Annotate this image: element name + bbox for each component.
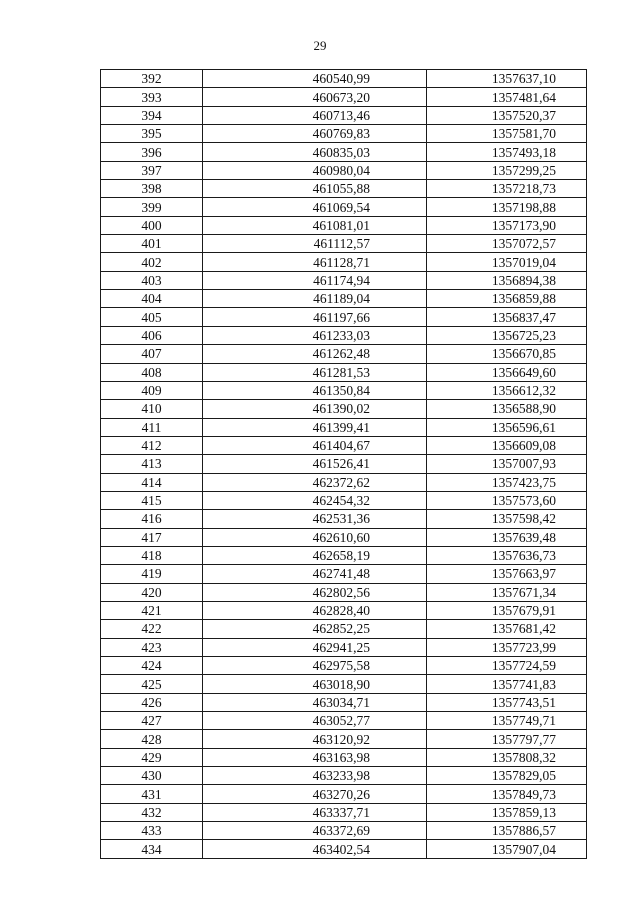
y-coordinate-cell: 1357636,73	[427, 546, 587, 564]
table-row	[101, 693, 587, 711]
y-coordinate-cell: 1357743,51	[427, 693, 587, 711]
table-row	[101, 235, 587, 253]
x-coordinate-cell: 460769,83	[203, 125, 427, 143]
x-coordinate-cell: 461112,57	[203, 235, 427, 253]
table-row	[101, 565, 587, 583]
y-coordinate-cell: 1357808,32	[427, 748, 587, 766]
table-row	[101, 638, 587, 656]
x-coordinate-cell: 460980,04	[203, 161, 427, 179]
point-number-cell: 433	[101, 822, 203, 840]
point-number-cell: 392	[101, 70, 203, 88]
table-row	[101, 88, 587, 106]
point-number-cell: 429	[101, 748, 203, 766]
table-row	[101, 473, 587, 491]
table-row	[101, 822, 587, 840]
y-coordinate-cell: 1357829,05	[427, 767, 587, 785]
table-row	[101, 583, 587, 601]
point-number-cell: 416	[101, 510, 203, 528]
y-coordinate-cell: 1357198,88	[427, 198, 587, 216]
point-number-cell: 399	[101, 198, 203, 216]
y-coordinate-cell: 1357663,97	[427, 565, 587, 583]
x-coordinate-cell: 462741,48	[203, 565, 427, 583]
point-number-cell: 412	[101, 436, 203, 454]
point-number-cell: 431	[101, 785, 203, 803]
table-row	[101, 253, 587, 271]
point-number-cell: 434	[101, 840, 203, 858]
point-number-cell: 393	[101, 88, 203, 106]
y-coordinate-cell: 1356588,90	[427, 400, 587, 418]
x-coordinate-cell: 462372,62	[203, 473, 427, 491]
x-coordinate-cell: 461281,53	[203, 363, 427, 381]
table-row	[101, 601, 587, 619]
point-number-cell: 396	[101, 143, 203, 161]
y-coordinate-cell: 1357639,48	[427, 528, 587, 546]
table-row	[101, 748, 587, 766]
y-coordinate-cell: 1356609,08	[427, 436, 587, 454]
x-coordinate-cell: 461197,66	[203, 308, 427, 326]
table-row	[101, 436, 587, 454]
point-number-cell: 432	[101, 803, 203, 821]
x-coordinate-cell: 462802,56	[203, 583, 427, 601]
y-coordinate-cell: 1357423,75	[427, 473, 587, 491]
y-coordinate-cell: 1357218,73	[427, 180, 587, 198]
x-coordinate-cell: 461189,04	[203, 290, 427, 308]
point-number-cell: 397	[101, 161, 203, 179]
y-coordinate-cell: 1356725,23	[427, 326, 587, 344]
point-number-cell: 405	[101, 308, 203, 326]
coordinates-table-body	[101, 70, 587, 859]
y-coordinate-cell: 1357637,10	[427, 70, 587, 88]
point-number-cell: 398	[101, 180, 203, 198]
y-coordinate-cell: 1356859,88	[427, 290, 587, 308]
x-coordinate-cell: 460540,99	[203, 70, 427, 88]
y-coordinate-cell: 1357671,34	[427, 583, 587, 601]
table-row	[101, 106, 587, 124]
x-coordinate-cell: 462610,60	[203, 528, 427, 546]
x-coordinate-cell: 463372,69	[203, 822, 427, 840]
point-number-cell: 425	[101, 675, 203, 693]
point-number-cell: 427	[101, 712, 203, 730]
table-row	[101, 528, 587, 546]
x-coordinate-cell: 462531,36	[203, 510, 427, 528]
point-number-cell: 417	[101, 528, 203, 546]
table-row	[101, 125, 587, 143]
table-row	[101, 840, 587, 858]
table-row	[101, 730, 587, 748]
x-coordinate-cell: 461081,01	[203, 216, 427, 234]
y-coordinate-cell: 1357797,77	[427, 730, 587, 748]
table-row	[101, 620, 587, 638]
x-coordinate-cell: 463018,90	[203, 675, 427, 693]
y-coordinate-cell: 1357493,18	[427, 143, 587, 161]
point-number-cell: 423	[101, 638, 203, 656]
x-coordinate-cell: 463163,98	[203, 748, 427, 766]
table-row	[101, 308, 587, 326]
y-coordinate-cell: 1357581,70	[427, 125, 587, 143]
y-coordinate-cell: 1357859,13	[427, 803, 587, 821]
point-number-cell: 402	[101, 253, 203, 271]
x-coordinate-cell: 460713,46	[203, 106, 427, 124]
x-coordinate-cell: 461069,54	[203, 198, 427, 216]
x-coordinate-cell: 461233,03	[203, 326, 427, 344]
y-coordinate-cell: 1357724,59	[427, 657, 587, 675]
table-row	[101, 546, 587, 564]
point-number-cell: 430	[101, 767, 203, 785]
point-number-cell: 428	[101, 730, 203, 748]
x-coordinate-cell: 460835,03	[203, 143, 427, 161]
point-number-cell: 395	[101, 125, 203, 143]
table-row	[101, 363, 587, 381]
x-coordinate-cell: 461055,88	[203, 180, 427, 198]
point-number-cell: 403	[101, 271, 203, 289]
y-coordinate-cell: 1357007,93	[427, 455, 587, 473]
point-number-cell: 401	[101, 235, 203, 253]
x-coordinate-cell: 463034,71	[203, 693, 427, 711]
point-number-cell: 409	[101, 381, 203, 399]
point-number-cell: 408	[101, 363, 203, 381]
point-number-cell: 422	[101, 620, 203, 638]
table-row	[101, 161, 587, 179]
y-coordinate-cell: 1357573,60	[427, 491, 587, 509]
x-coordinate-cell: 462658,19	[203, 546, 427, 564]
point-number-cell: 406	[101, 326, 203, 344]
point-number-cell: 407	[101, 345, 203, 363]
y-coordinate-cell: 1356649,60	[427, 363, 587, 381]
point-number-cell: 413	[101, 455, 203, 473]
x-coordinate-cell: 461350,84	[203, 381, 427, 399]
table-row	[101, 326, 587, 344]
page-number: 29	[313, 38, 327, 53]
x-coordinate-cell: 461262,48	[203, 345, 427, 363]
point-number-cell: 420	[101, 583, 203, 601]
y-coordinate-cell: 1357886,57	[427, 822, 587, 840]
x-coordinate-cell: 462941,25	[203, 638, 427, 656]
point-number-cell: 415	[101, 491, 203, 509]
x-coordinate-cell: 461128,71	[203, 253, 427, 271]
y-coordinate-cell: 1356670,85	[427, 345, 587, 363]
table-row	[101, 675, 587, 693]
x-coordinate-cell: 463233,98	[203, 767, 427, 785]
y-coordinate-cell: 1356612,32	[427, 381, 587, 399]
y-coordinate-cell: 1356837,47	[427, 308, 587, 326]
y-coordinate-cell: 1357849,73	[427, 785, 587, 803]
table-row	[101, 198, 587, 216]
x-coordinate-cell: 462852,25	[203, 620, 427, 638]
x-coordinate-cell: 463052,77	[203, 712, 427, 730]
y-coordinate-cell: 1357019,04	[427, 253, 587, 271]
x-coordinate-cell: 462828,40	[203, 601, 427, 619]
table-row	[101, 418, 587, 436]
y-coordinate-cell: 1357681,42	[427, 620, 587, 638]
y-coordinate-cell: 1357679,91	[427, 601, 587, 619]
point-number-cell: 419	[101, 565, 203, 583]
x-coordinate-cell: 461399,41	[203, 418, 427, 436]
x-coordinate-cell: 461526,41	[203, 455, 427, 473]
point-number-cell: 414	[101, 473, 203, 491]
x-coordinate-cell: 462454,32	[203, 491, 427, 509]
y-coordinate-cell: 1357907,04	[427, 840, 587, 858]
x-coordinate-cell: 463337,71	[203, 803, 427, 821]
table-row	[101, 491, 587, 509]
table-row	[101, 216, 587, 234]
table-row	[101, 657, 587, 675]
y-coordinate-cell: 1357723,99	[427, 638, 587, 656]
coordinates-table	[100, 69, 587, 859]
table-row	[101, 180, 587, 198]
y-coordinate-cell: 1357741,83	[427, 675, 587, 693]
table-row	[101, 510, 587, 528]
table-row	[101, 70, 587, 88]
point-number-cell: 394	[101, 106, 203, 124]
y-coordinate-cell: 1357072,57	[427, 235, 587, 253]
point-number-cell: 418	[101, 546, 203, 564]
y-coordinate-cell: 1357173,90	[427, 216, 587, 234]
y-coordinate-cell: 1357481,64	[427, 88, 587, 106]
point-number-cell: 421	[101, 601, 203, 619]
x-coordinate-cell: 461390,02	[203, 400, 427, 418]
table-row	[101, 455, 587, 473]
x-coordinate-cell: 461404,67	[203, 436, 427, 454]
table-row	[101, 803, 587, 821]
table-row	[101, 381, 587, 399]
point-number-cell: 424	[101, 657, 203, 675]
point-number-cell: 426	[101, 693, 203, 711]
table-row	[101, 400, 587, 418]
table-row	[101, 271, 587, 289]
x-coordinate-cell: 460673,20	[203, 88, 427, 106]
table-row	[101, 785, 587, 803]
table-row	[101, 767, 587, 785]
y-coordinate-cell: 1356596,61	[427, 418, 587, 436]
x-coordinate-cell: 462975,58	[203, 657, 427, 675]
x-coordinate-cell: 463402,54	[203, 840, 427, 858]
y-coordinate-cell: 1357520,37	[427, 106, 587, 124]
x-coordinate-cell: 461174,94	[203, 271, 427, 289]
y-coordinate-cell: 1357299,25	[427, 161, 587, 179]
y-coordinate-cell: 1357598,42	[427, 510, 587, 528]
point-number-cell: 410	[101, 400, 203, 418]
table-row	[101, 345, 587, 363]
x-coordinate-cell: 463270,26	[203, 785, 427, 803]
point-number-cell: 404	[101, 290, 203, 308]
x-coordinate-cell: 463120,92	[203, 730, 427, 748]
y-coordinate-cell: 1357749,71	[427, 712, 587, 730]
table-row	[101, 290, 587, 308]
point-number-cell: 411	[101, 418, 203, 436]
point-number-cell: 400	[101, 216, 203, 234]
table-row	[101, 712, 587, 730]
y-coordinate-cell: 1356894,38	[427, 271, 587, 289]
table-row	[101, 143, 587, 161]
